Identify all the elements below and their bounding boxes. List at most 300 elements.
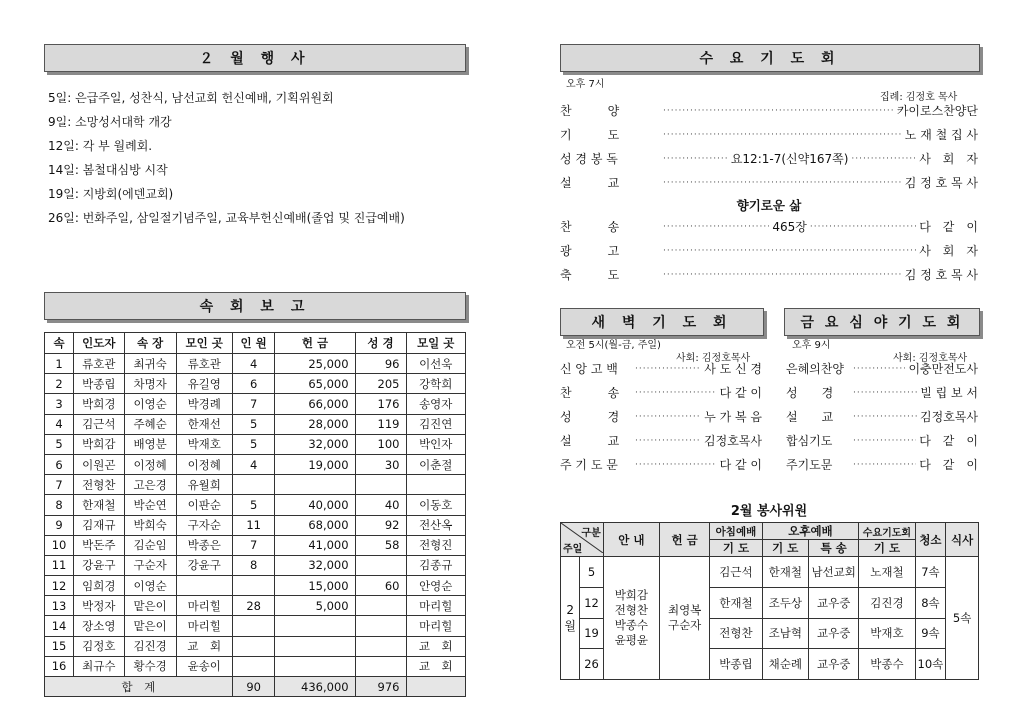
- next-place-cell: 박인자: [406, 434, 466, 454]
- event-item: 14일: 봄철대심방 시작: [48, 163, 168, 177]
- leader-dots: [853, 436, 916, 446]
- group-head-cell: 이영순: [124, 394, 176, 414]
- order-label: 성 경 봉 독: [560, 152, 618, 166]
- col-header: 인도자: [74, 333, 124, 354]
- offering-amount-cell: [275, 475, 355, 495]
- leader-dots: [663, 130, 902, 140]
- attendance-cell: 28: [232, 596, 275, 616]
- total-label: 합 계: [45, 677, 233, 697]
- table-row: [45, 596, 466, 616]
- leader-dots: [851, 154, 916, 164]
- offering-amount-cell: [275, 636, 355, 656]
- group-head-cell: 박희숙: [124, 515, 176, 535]
- service-title: 2월 봉사위원: [730, 504, 808, 519]
- corner-top-label: 구분: [581, 528, 601, 539]
- col-header: 속 장: [124, 333, 176, 354]
- dawn-time: 오전 5시(월-금, 주일): [566, 340, 661, 351]
- corner-bottom-label: 주일: [563, 544, 583, 555]
- friday-time: 오후 9시: [792, 340, 831, 351]
- group-number-cell: 13: [45, 596, 74, 616]
- order-row: [560, 150, 978, 167]
- group-head-cell: 구순자: [124, 555, 176, 575]
- next-place-cell: 이동호: [406, 495, 466, 515]
- order-label: 찬 송: [560, 220, 620, 234]
- next-place-cell: 강학희: [406, 374, 466, 394]
- leader-dots: [853, 388, 917, 398]
- order-person: 다 같 이: [919, 458, 978, 472]
- group-number-cell: 7: [45, 475, 74, 495]
- next-place-cell: 이선욱: [406, 354, 466, 374]
- order-row: [786, 456, 978, 473]
- attendance-cell: [232, 475, 275, 495]
- leader-dots: [853, 460, 916, 470]
- order-label: 축 도: [560, 268, 620, 282]
- next-place-cell: 안영순: [406, 576, 466, 596]
- offering-amount-cell: 15,000: [275, 576, 355, 596]
- table-row: [45, 434, 466, 454]
- table-row: [45, 636, 466, 656]
- order-label: 기 도: [560, 128, 620, 142]
- order-person: 카이로스찬양단: [896, 104, 978, 118]
- order-row: [560, 408, 762, 425]
- group-head-cell: 고은경: [124, 475, 176, 495]
- leader-dots: [663, 270, 902, 280]
- order-person: 다 같 이: [919, 220, 978, 234]
- meeting-place-cell: 마리힐: [176, 596, 232, 616]
- order-person: 다 같 이: [919, 434, 978, 448]
- leader-cell: 전형찬: [74, 475, 124, 495]
- order-row: [786, 360, 978, 377]
- friday-prayer-title: 금 요 심 야 기 도 회: [800, 315, 964, 331]
- wednesday-prayer-header: [560, 44, 980, 72]
- event-item: 19일: 지방회(에덴교회): [48, 187, 174, 201]
- table-row: [45, 576, 466, 596]
- next-place-cell: 교 회: [406, 656, 466, 676]
- meeting-place-cell: 박경례: [176, 394, 232, 414]
- table-row: [45, 374, 466, 394]
- group-number-cell: 1: [45, 354, 74, 374]
- table-row: [45, 515, 466, 535]
- group-head-cell: 김진경: [124, 636, 176, 656]
- leader-cell: 한재철: [74, 495, 124, 515]
- order-detail: 요12:1-7(신약167쪽): [730, 152, 849, 166]
- leader-dots: [635, 388, 717, 398]
- offering-cell: 최영복 구순자: [659, 557, 709, 680]
- leader-cell: 최규수: [74, 656, 124, 676]
- leader-cell: 이원곤: [74, 454, 124, 474]
- total-people: 90: [232, 677, 275, 697]
- cleaning-cell: 8속: [915, 587, 946, 618]
- morning-prayer-cell: 박종립: [710, 649, 762, 680]
- morning-prayer-cell: 한재철: [710, 587, 762, 618]
- meeting-place-cell: 박종은: [176, 535, 232, 555]
- meeting-place-cell: 교 회: [176, 636, 232, 656]
- meeting-place-cell: 한재선: [176, 414, 232, 434]
- leader-cell: 임희경: [74, 576, 124, 596]
- group-head-cell: 김순임: [124, 535, 176, 555]
- next-place-cell: 마리힐: [406, 616, 466, 636]
- meeting-place-cell: 강윤구: [176, 555, 232, 575]
- order-row: [560, 360, 762, 377]
- offering-amount-cell: 19,000: [275, 454, 355, 474]
- order-person: 사 회 자: [919, 244, 978, 258]
- table-row: [45, 414, 466, 434]
- next-place-cell: 전산옥: [406, 515, 466, 535]
- order-label: 설 교: [786, 410, 834, 424]
- attendance-cell: 6: [232, 374, 275, 394]
- offering-amount-cell: 28,000: [275, 414, 355, 434]
- leader-dots: [663, 154, 728, 164]
- offering-header: 헌 금: [659, 523, 709, 557]
- afternoon-prayer-cell: 조남혁: [762, 618, 808, 649]
- bible-count-cell: 119: [355, 414, 406, 434]
- meeting-place-cell: 박재호: [176, 434, 232, 454]
- group-head-cell: 황수경: [124, 656, 176, 676]
- group-head-cell: 박순연: [124, 495, 176, 515]
- group-number-cell: 3: [45, 394, 74, 414]
- bible-count-cell: [355, 596, 406, 616]
- table-row: [45, 535, 466, 555]
- group-head-cell: 주혜순: [124, 414, 176, 434]
- leader-dots: [635, 364, 701, 374]
- meeting-place-cell: 유월희: [176, 475, 232, 495]
- afternoon-special-cell: 남선교회: [809, 557, 859, 588]
- cleaning-cell: 7속: [915, 557, 946, 588]
- attendance-cell: 8: [232, 555, 275, 575]
- attendance-cell: 4: [232, 354, 275, 374]
- order-label: 찬 송: [560, 386, 620, 400]
- order-person: 김정호목사: [920, 410, 978, 424]
- next-place-cell: 이춘절: [406, 454, 466, 474]
- meeting-place-cell: [176, 576, 232, 596]
- order-person: 사 도 신 경: [704, 362, 762, 376]
- order-person: 김 정 호 목 사: [904, 268, 978, 282]
- offering-amount-cell: 32,000: [275, 434, 355, 454]
- bible-count-cell: [355, 656, 406, 676]
- bible-count-cell: [355, 636, 406, 656]
- attendance-cell: 5: [232, 495, 275, 515]
- order-person: 노 재 철 집 사: [904, 128, 978, 142]
- meeting-place-cell: 이정혜: [176, 454, 232, 474]
- next-place-cell: 김종규: [406, 555, 466, 575]
- table-row: [45, 616, 466, 636]
- wednesday-presider: 집례: 김정호 목사: [880, 92, 958, 103]
- bible-count-cell: 30: [355, 454, 406, 474]
- order-row: [560, 126, 978, 143]
- bible-count-cell: 100: [355, 434, 406, 454]
- next-place-cell: 송영자: [406, 394, 466, 414]
- wednesday-time: 오후 7시: [566, 79, 605, 90]
- order-label: 찬 양: [560, 104, 620, 118]
- group-head-cell: 맡은이: [124, 596, 176, 616]
- corner-cell: [561, 523, 604, 557]
- meeting-place-cell: 마리힐: [176, 616, 232, 636]
- bible-count-cell: 92: [355, 515, 406, 535]
- next-place-cell: [406, 475, 466, 495]
- bible-count-cell: [355, 616, 406, 636]
- total-empty: [406, 677, 466, 697]
- attendance-cell: [232, 616, 275, 636]
- table-row: [45, 555, 466, 575]
- morning-header: 아침예배: [710, 523, 762, 540]
- group-head-cell: 차명자: [124, 374, 176, 394]
- afternoon-special-sub: 특 송: [809, 540, 859, 557]
- day-cell: 12: [580, 587, 603, 618]
- order-label: 설 교: [560, 176, 620, 190]
- table-row: [45, 454, 466, 474]
- order-row: [560, 456, 762, 473]
- leader-cell: 김근석: [74, 414, 124, 434]
- leader-cell: 장소영: [74, 616, 124, 636]
- wednesday-prayer-cell: 박재호: [859, 618, 915, 649]
- group-report-header: [44, 292, 466, 320]
- order-person: 빌 립 보 서: [920, 386, 978, 400]
- order-person: 다 같 이: [719, 386, 762, 400]
- group-number-cell: 12: [45, 576, 74, 596]
- offering-amount-cell: [275, 616, 355, 636]
- leader-cell: 박희경: [74, 394, 124, 414]
- day-cell: 5: [580, 557, 603, 588]
- order-person: 사 회 자: [919, 152, 978, 166]
- next-place-cell: 마리힐: [406, 596, 466, 616]
- total-bible: 976: [355, 677, 406, 697]
- morning-prayer-cell: 김근석: [710, 557, 762, 588]
- bible-count-cell: [355, 555, 406, 575]
- table-row: [45, 495, 466, 515]
- col-header: 모일 곳: [406, 333, 466, 354]
- order-label: 신 앙 고 백: [560, 362, 618, 376]
- cleaning-header: 청소: [915, 523, 946, 557]
- afternoon-prayer-cell: 채순례: [762, 649, 808, 680]
- table-row: [45, 656, 466, 676]
- order-person: 김 정 호 목 사: [904, 176, 978, 190]
- afternoon-prayer-cell: 한재철: [762, 557, 808, 588]
- meeting-place-cell: 유길영: [176, 374, 232, 394]
- group-number-cell: 5: [45, 434, 74, 454]
- guide-header: 안 내: [603, 523, 659, 557]
- leader-dots: [635, 436, 701, 446]
- order-row: [560, 384, 762, 401]
- order-label: 광 고: [560, 244, 620, 258]
- attendance-cell: 11: [232, 515, 275, 535]
- leader-dots: [853, 364, 905, 374]
- bible-count-cell: 58: [355, 535, 406, 555]
- leader-dots: [635, 412, 701, 422]
- total-row: [45, 677, 466, 697]
- guides-cell: 박희감 전형찬 박종수 윤평윤: [603, 557, 659, 680]
- event-item: 12일: 각 부 월례회.: [48, 139, 153, 153]
- group-number-cell: 4: [45, 414, 74, 434]
- afternoon-special-cell: 교우중: [809, 618, 859, 649]
- order-person: 김정호목사: [704, 434, 762, 448]
- meal-cell: 5속: [946, 557, 979, 680]
- attendance-cell: [232, 636, 275, 656]
- group-head-cell: 이영순: [124, 576, 176, 596]
- group-number-cell: 8: [45, 495, 74, 515]
- leader-cell: 류호관: [74, 354, 124, 374]
- dawn-presider: 사회: 김정호목사: [676, 353, 751, 364]
- wednesday-prayer-cell: 박종수: [859, 649, 915, 680]
- table-row: [45, 394, 466, 414]
- leader-cell: 김재규: [74, 515, 124, 535]
- col-header: 속: [45, 333, 74, 354]
- offering-amount-cell: 5,000: [275, 596, 355, 616]
- service-table: [560, 522, 979, 680]
- offering-amount-cell: 68,000: [275, 515, 355, 535]
- attendance-cell: 5: [232, 414, 275, 434]
- friday-presider: 사회: 김정호목사: [893, 353, 968, 364]
- sermon-title: 향기로운 삶: [736, 198, 802, 213]
- order-person: 다 같 이: [719, 458, 762, 472]
- offering-amount-cell: 41,000: [275, 535, 355, 555]
- col-header: 헌 금: [275, 333, 355, 354]
- order-row: [560, 174, 978, 191]
- order-row: [560, 242, 978, 259]
- february-events-title: ２ 월 행 사: [199, 51, 311, 67]
- leader-dots: [635, 460, 717, 470]
- group-head-cell: 맡은이: [124, 616, 176, 636]
- order-row: [786, 408, 978, 425]
- attendance-cell: [232, 656, 275, 676]
- dawn-prayer-title: 새 벽 기 도 회: [591, 315, 733, 331]
- table-header-row: [45, 333, 466, 354]
- afternoon-prayer-cell: 조두상: [762, 587, 808, 618]
- afternoon-special-cell: 교우중: [809, 649, 859, 680]
- offering-amount-cell: 32,000: [275, 555, 355, 575]
- col-header: 모인 곳: [176, 333, 232, 354]
- order-label: 주기도문: [786, 458, 833, 472]
- leader-cell: 박종립: [74, 374, 124, 394]
- order-detail: 465장: [772, 220, 807, 234]
- order-row: [560, 432, 762, 449]
- bible-count-cell: 205: [355, 374, 406, 394]
- event-item: 26일: 번화주일, 삼일절기념주일, 교육부헌신예배(졸업 및 진급예배): [48, 211, 405, 225]
- order-row: [560, 102, 978, 119]
- group-report-body: [45, 354, 466, 677]
- bible-count-cell: 176: [355, 394, 406, 414]
- cleaning-cell: 10속: [915, 649, 946, 680]
- group-head-cell: 최귀숙: [124, 354, 176, 374]
- group-number-cell: 15: [45, 636, 74, 656]
- attendance-cell: 7: [232, 394, 275, 414]
- dawn-prayer-header: [560, 308, 764, 336]
- wednesday-prayer-sub: 기 도: [859, 540, 915, 557]
- leader-dots: [663, 222, 769, 232]
- order-label: 성 경: [786, 386, 834, 400]
- leader-dots: [853, 412, 917, 422]
- afternoon-prayer-sub: 기 도: [762, 540, 808, 557]
- table-row: [45, 475, 466, 495]
- order-label: 주 기 도 문: [560, 458, 618, 472]
- meeting-place-cell: 이판순: [176, 495, 232, 515]
- table-row: [45, 354, 466, 374]
- month-cell: 2월: [561, 557, 580, 680]
- leader-cell: 박정자: [74, 596, 124, 616]
- morning-prayer-cell: 전형찬: [710, 618, 762, 649]
- afternoon-header: 오후예배: [762, 523, 859, 540]
- total-offering: 436,000: [275, 677, 355, 697]
- meeting-place-cell: 류호관: [176, 354, 232, 374]
- group-number-cell: 6: [45, 454, 74, 474]
- group-number-cell: 11: [45, 555, 74, 575]
- wednesday-prayer-title: 수 요 기 도 회: [699, 51, 841, 67]
- offering-amount-cell: 40,000: [275, 495, 355, 515]
- order-row: [786, 384, 978, 401]
- bible-count-cell: 60: [355, 576, 406, 596]
- wednesday-header: 수요기도회: [859, 523, 915, 540]
- day-cell: 19: [580, 618, 603, 649]
- order-label: 합심기도: [786, 434, 833, 448]
- bible-count-cell: [355, 475, 406, 495]
- meeting-place-cell: 구자순: [176, 515, 232, 535]
- leader-dots: [663, 106, 894, 116]
- group-report-title: 속 회 보 고: [199, 299, 311, 315]
- col-header: 성 경: [355, 333, 406, 354]
- meal-header: 식사: [946, 523, 979, 557]
- leader-cell: 강윤구: [74, 555, 124, 575]
- leader-dots: [663, 178, 902, 188]
- offering-amount-cell: [275, 656, 355, 676]
- order-person: 누 가 복 음: [704, 410, 762, 424]
- offering-amount-cell: 66,000: [275, 394, 355, 414]
- col-header: 인 원: [232, 333, 275, 354]
- february-events-header: [44, 44, 466, 72]
- event-item: 9일: 소망성서대학 개강: [48, 115, 172, 129]
- next-place-cell: 김진연: [406, 414, 466, 434]
- cleaning-cell: 9속: [915, 618, 946, 649]
- offering-amount-cell: 25,000: [275, 354, 355, 374]
- afternoon-special-cell: 교우중: [809, 587, 859, 618]
- group-head-cell: 배영분: [124, 434, 176, 454]
- morning-prayer-sub: 기 도: [710, 540, 762, 557]
- offering-amount-cell: 65,000: [275, 374, 355, 394]
- attendance-cell: 5: [232, 434, 275, 454]
- leader-cell: 박희감: [74, 434, 124, 454]
- day-cell: 26: [580, 649, 603, 680]
- group-report-table: [44, 332, 466, 697]
- group-number-cell: 14: [45, 616, 74, 636]
- group-number-cell: 16: [45, 656, 74, 676]
- order-person: 이충만전도사: [908, 362, 978, 376]
- leader-cell: 박돈주: [74, 535, 124, 555]
- leader-dots: [810, 222, 916, 232]
- next-place-cell: 전형진: [406, 535, 466, 555]
- february-events-list: [48, 86, 468, 230]
- attendance-cell: 4: [232, 454, 275, 474]
- order-row: [560, 218, 978, 235]
- order-label: 설 교: [560, 434, 620, 448]
- group-number-cell: 2: [45, 374, 74, 394]
- attendance-cell: 7: [232, 535, 275, 555]
- group-head-cell: 이정혜: [124, 454, 176, 474]
- order-row: [786, 432, 978, 449]
- event-item: 5일: 은급주일, 성찬식, 남선교회 헌신예배, 기획위원회: [48, 91, 334, 105]
- order-row: [560, 266, 978, 283]
- leader-cell: 김정호: [74, 636, 124, 656]
- bible-count-cell: 40: [355, 495, 406, 515]
- group-number-cell: 10: [45, 535, 74, 555]
- group-number-cell: 9: [45, 515, 74, 535]
- wednesday-prayer-cell: 김진경: [859, 587, 915, 618]
- bible-count-cell: 96: [355, 354, 406, 374]
- attendance-cell: [232, 576, 275, 596]
- next-place-cell: 교 회: [406, 636, 466, 656]
- leader-dots: [663, 246, 916, 256]
- meeting-place-cell: 윤송이: [176, 656, 232, 676]
- friday-prayer-header: [784, 308, 980, 336]
- order-label: 성 경: [560, 410, 620, 424]
- wednesday-prayer-cell: 노재철: [859, 557, 915, 588]
